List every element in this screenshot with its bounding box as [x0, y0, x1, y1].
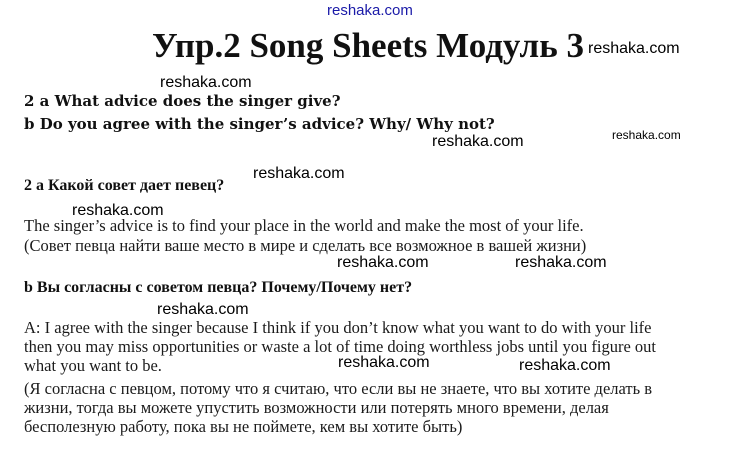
- page-title: Упр.2 Song Sheets Модуль 3: [152, 26, 584, 65]
- answer-b-russian-line: жизни, тогда вы можете упустить возможности или потерять много времени, делая: [24, 398, 609, 417]
- watermark: reshaka.com: [432, 133, 524, 150]
- answer-b-english-line: then you may miss opportunities or waste a lot of time doing worthless jobs until you figure out: [24, 337, 656, 356]
- watermark: reshaka.com: [519, 357, 611, 374]
- watermark: reshaka.com: [588, 40, 680, 57]
- question-b-english: b Do you agree with the singer’s advice? Why/ Why not?: [24, 115, 495, 133]
- answer-b-english-line: what you want to be.: [24, 356, 162, 375]
- watermark: reshaka.com: [72, 202, 164, 219]
- question-2a-russian: 2 а Какой совет дает певец?: [24, 177, 225, 194]
- answer-a-russian: (Совет певца найти ваше место в мире и сделать все возможное в вашей жизни): [24, 236, 587, 255]
- answer-b-russian-line: (Я согласна с певцом, потому что я считаю, что если вы не знаете, что вы хотите делать в: [24, 379, 653, 398]
- watermark: reshaka.com: [612, 128, 681, 142]
- watermark: reshaka.com: [253, 165, 345, 182]
- watermark: reshaka.com: [157, 301, 249, 318]
- question-b-russian: b Вы согласны с советом певца? Почему/Почему нет?: [24, 279, 413, 296]
- watermark: reshaka.com: [338, 354, 430, 371]
- watermark: reshaka.com: [515, 254, 607, 271]
- watermark: reshaka.com: [160, 74, 252, 91]
- watermark: reshaka.com: [337, 254, 429, 271]
- answer-b-russian: [24, 379, 652, 436]
- answer-a-english: The singer’s advice is to find your place in the world and make the most of your life.: [24, 216, 584, 235]
- answer-b-english-line: A: I agree with the singer because I think if you don’t know what you want to do with your life: [24, 318, 652, 337]
- question-2a-english: 2 a What advice does the singer give?: [24, 92, 341, 110]
- answer-b-russian-line: бесполезную работу, пока вы не поймете, кем вы хотите быть): [24, 417, 463, 436]
- watermark-top: reshaka.com: [327, 2, 413, 19]
- answer-b-english: [24, 318, 656, 375]
